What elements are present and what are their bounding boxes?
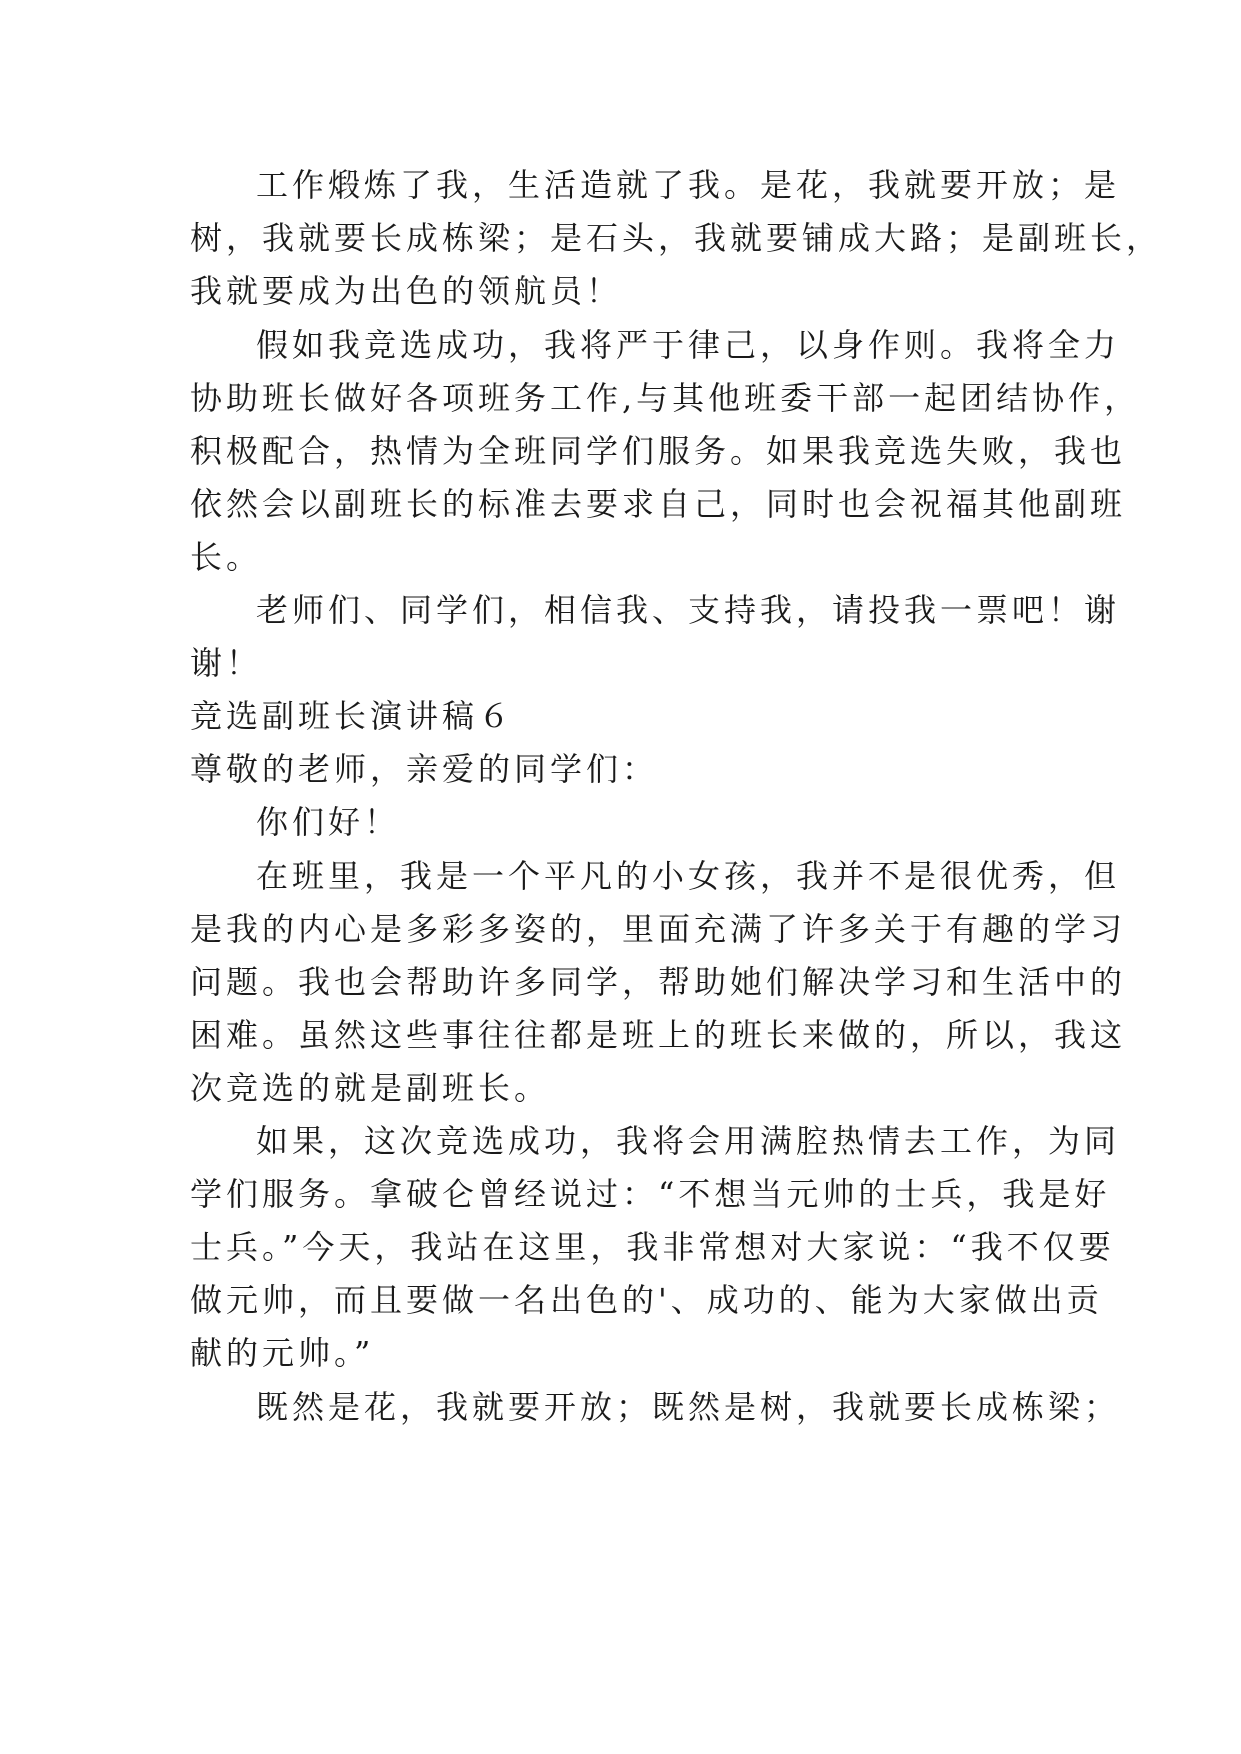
paragraph-line: 假如我竞选成功，我将严于律己，以身作则。我将全力 bbox=[256, 326, 1121, 364]
paragraph-line: 学们服务。拿破仑曾经说过：“不想当元帅的士兵，我是好 bbox=[190, 1175, 1111, 1213]
paragraph-line: 困难。虽然这些事往往都是班上的班长来做的，所以，我这 bbox=[190, 1016, 1127, 1054]
paragraph-line: 如果，这次竞选成功，我将会用满腔热情去工作，为同 bbox=[256, 1122, 1121, 1160]
paragraph-line: 既然是花，我就要开放；既然是树，我就要长成栋梁； bbox=[256, 1388, 1121, 1426]
paragraph-line: 次竞选的就是副班长。 bbox=[190, 1069, 551, 1107]
paragraph-line: 谢！ bbox=[190, 644, 263, 682]
section-title: 竞选副班长演讲稿６ bbox=[190, 697, 515, 735]
paragraph-line: 在班里，我是一个平凡的小女孩，我并不是很优秀，但 bbox=[256, 857, 1121, 895]
salutation: 尊敬的老师，亲爱的同学们： bbox=[190, 750, 659, 788]
paragraph-line: 依然会以副班长的标准去要求自己，同时也会祝福其他副班 bbox=[190, 485, 1127, 523]
paragraph-line: 士兵。”今天，我站在这里，我非常想对大家说：“我不仅要 bbox=[190, 1228, 1115, 1266]
paragraph-line: 问题。我也会帮助许多同学，帮助她们解决学习和生活中的 bbox=[190, 963, 1127, 1001]
paragraph-line: 长。 bbox=[190, 538, 263, 576]
greeting: 你们好！ bbox=[256, 803, 401, 841]
paragraph-line: 积极配合，热情为全班同学们服务。如果我竞选失败，我也 bbox=[190, 432, 1127, 470]
paragraph-line: 我就要成为出色的领航员！ bbox=[190, 272, 623, 310]
paragraph-line: 协助班长做好各项班务工作,与其他班委干部一起团结协作， bbox=[190, 379, 1141, 417]
paragraph-line: 工作煅炼了我，生活造就了我。是花，我就要开放；是 bbox=[256, 166, 1121, 204]
paragraph-line: 献的元帅。” bbox=[190, 1334, 375, 1372]
paragraph-line: 做元帅，而且要做一名出色的'、成功的、能为大家做出贡 bbox=[190, 1281, 1103, 1319]
paragraph-line: 树，我就要长成栋梁；是石头，我就要铺成大路；是副班长， bbox=[190, 219, 1163, 257]
paragraph-line: 是我的内心是多彩多姿的，里面充满了许多关于有趣的学习 bbox=[190, 910, 1127, 948]
paragraph-line: 老师们、同学们，相信我、支持我，请投我一票吧！谢 bbox=[256, 591, 1121, 629]
